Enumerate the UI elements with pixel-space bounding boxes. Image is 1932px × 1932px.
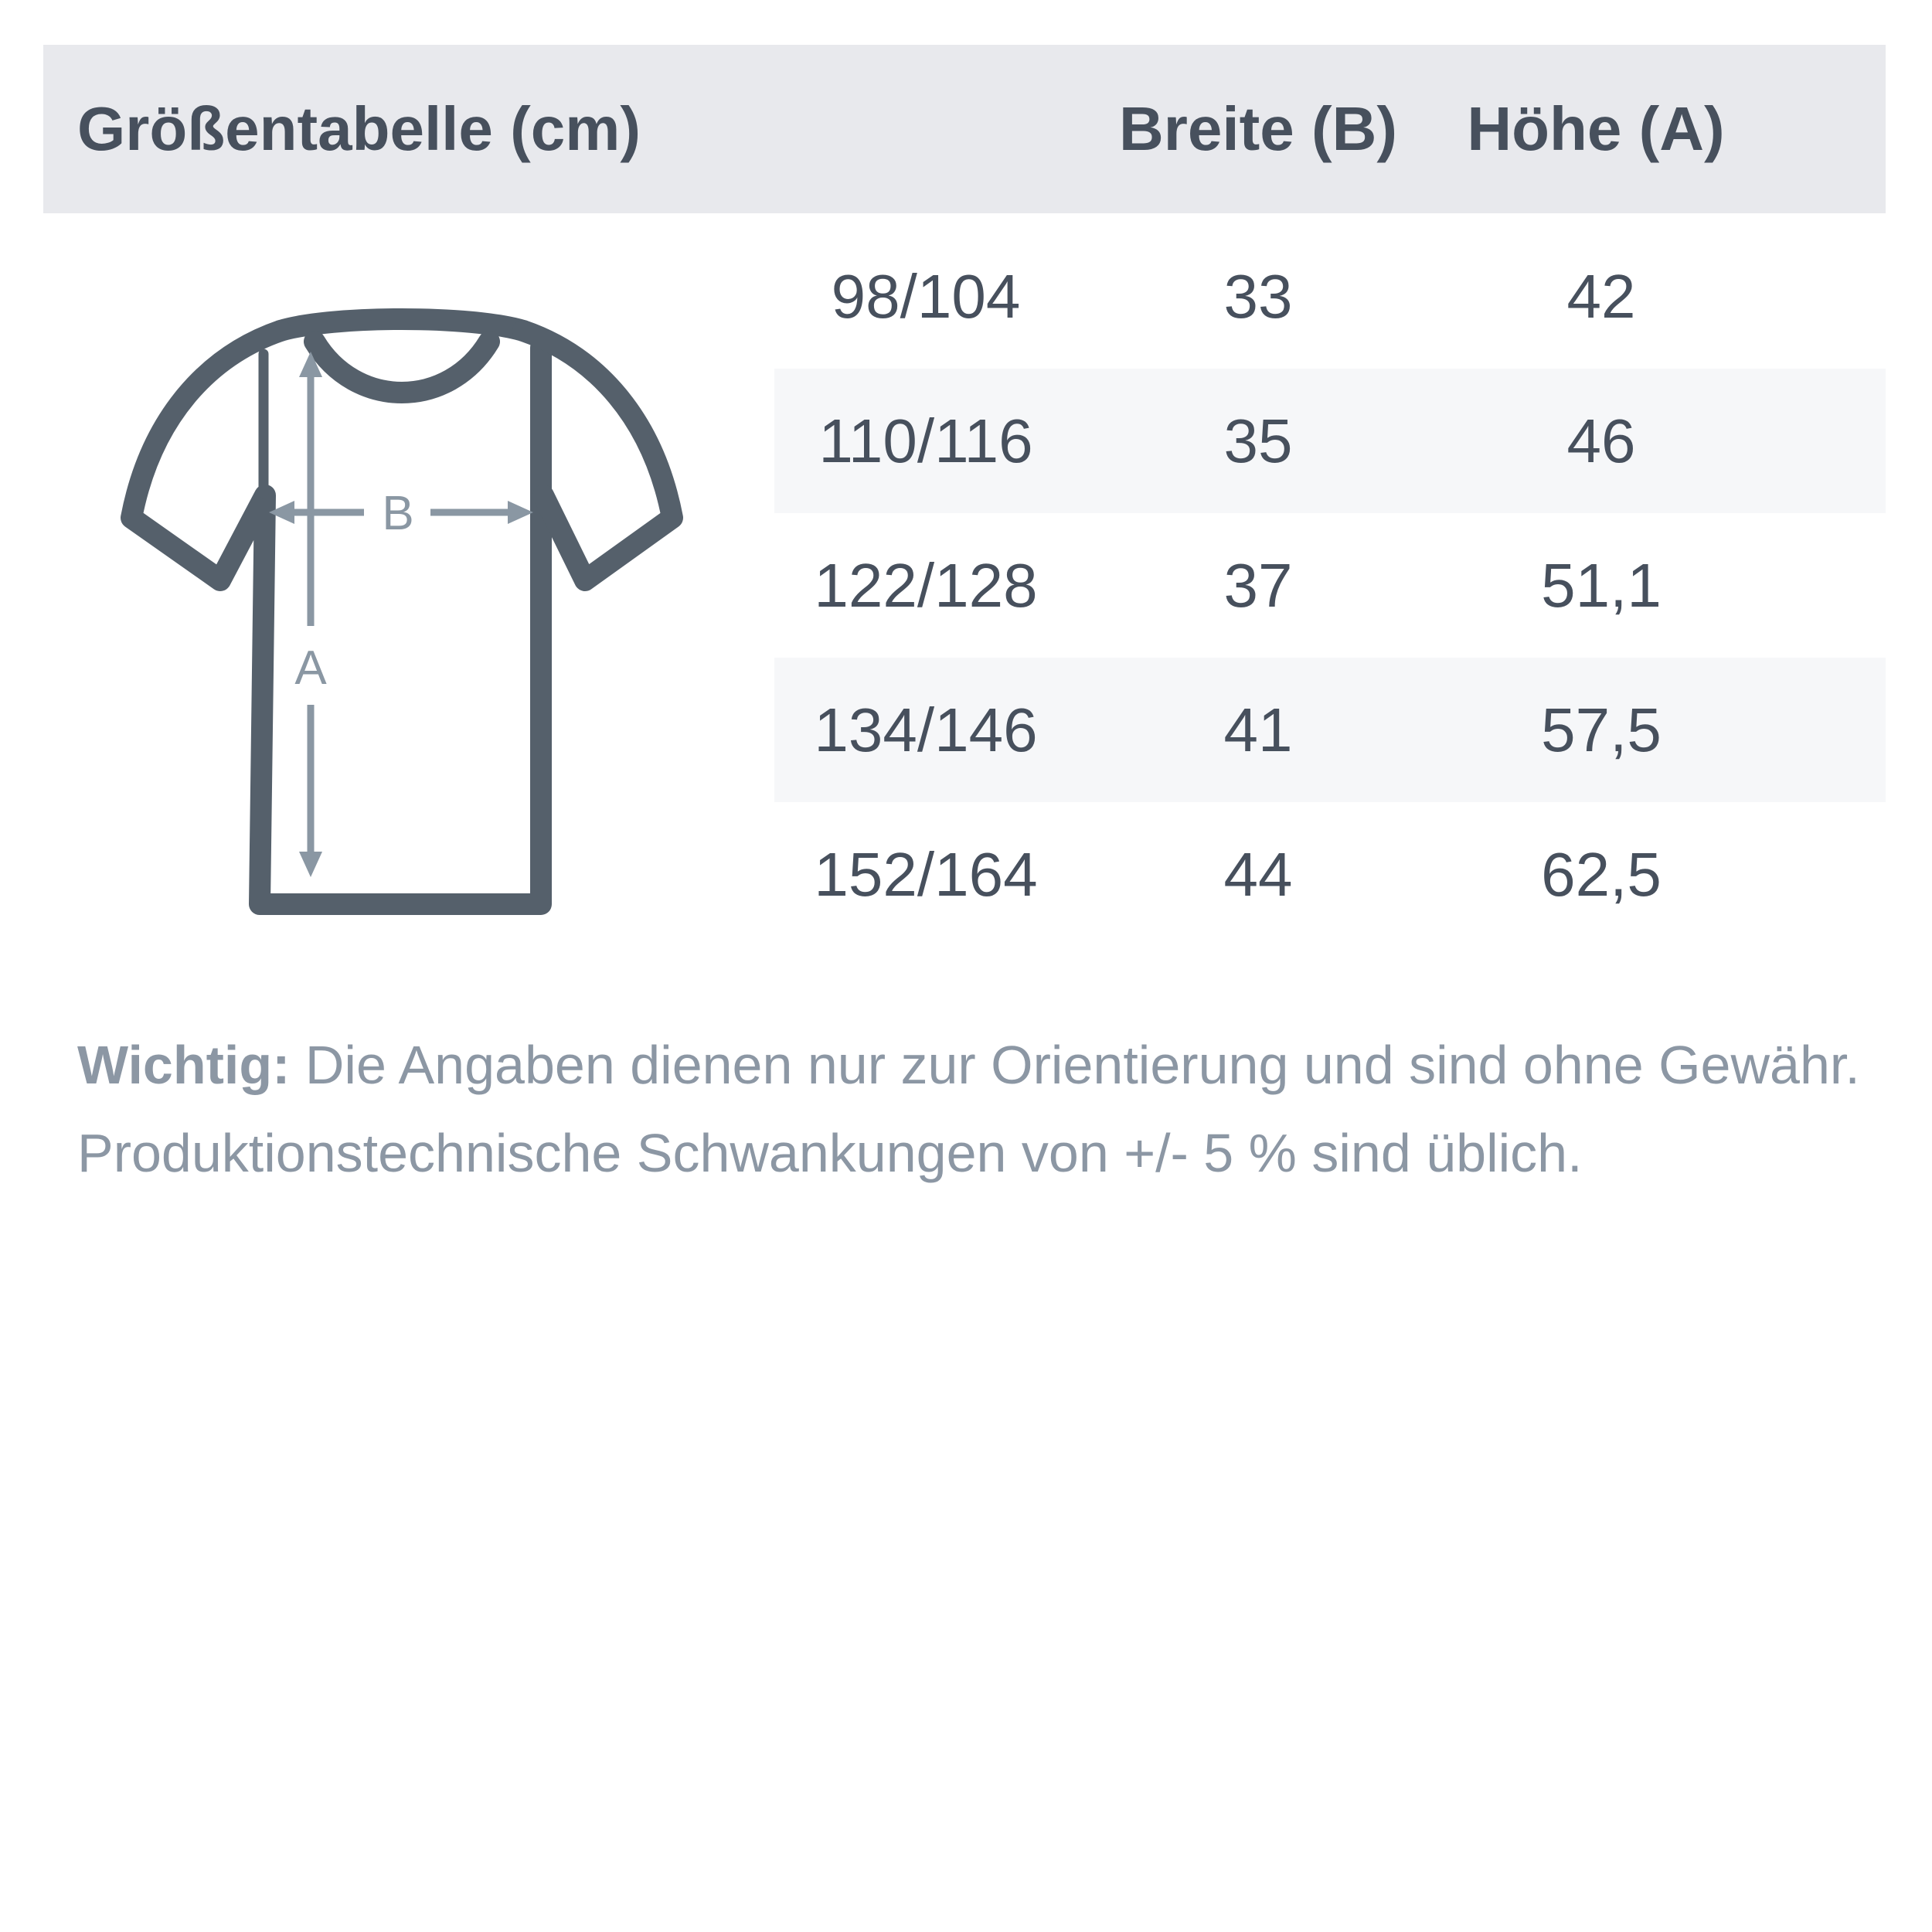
size-cell: 122/128 [814,550,1038,620]
height-arrow-icon [294,352,327,877]
width-cell: 44 [1223,839,1293,909]
size-cell: 134/146 [814,695,1038,764]
table-header-bar [43,45,1886,213]
size-cell: 152/164 [814,839,1038,909]
height-cell: 57,5 [1541,695,1662,764]
note-label: Wichtig: [77,1035,291,1095]
table-row [774,513,1886,658]
width-cell: 37 [1223,550,1293,620]
size-table [774,224,1886,947]
width-cell: 33 [1223,261,1293,331]
height-cell: 51,1 [1541,550,1662,620]
tshirt-body-outline [131,331,541,904]
page-title: Größentabelle (cm) [77,94,641,163]
size-cell: 98/104 [831,261,1021,331]
tshirt-measure-diagram [77,294,711,927]
column-header-width: Breite (B) [1118,94,1398,163]
note-text: Die Angaben dienen nur zur Orientierung und sind ohne Gewähr. Produktionstechnische Schwankungen von +/- 5 % sind üblich. [77,1035,1860,1183]
disclaimer-note [77,1021,1901,1197]
table-row [774,224,1886,369]
tshirt-icon [77,294,711,927]
table-row [774,802,1886,947]
tshirt-top-edge [281,319,523,331]
height-cell: 62,5 [1541,839,1662,909]
column-header-height: Höhe (A) [1467,94,1725,163]
size-cell: 110/116 [818,406,1033,475]
table-row [774,658,1886,802]
tshirt-collar [315,342,489,393]
height-label: A [294,641,327,695]
height-cell: 46 [1566,406,1636,475]
width-cell: 41 [1223,695,1293,764]
width-label: B [382,487,414,540]
width-cell: 35 [1223,406,1293,475]
height-cell: 42 [1566,261,1636,331]
table-row [774,369,1886,513]
